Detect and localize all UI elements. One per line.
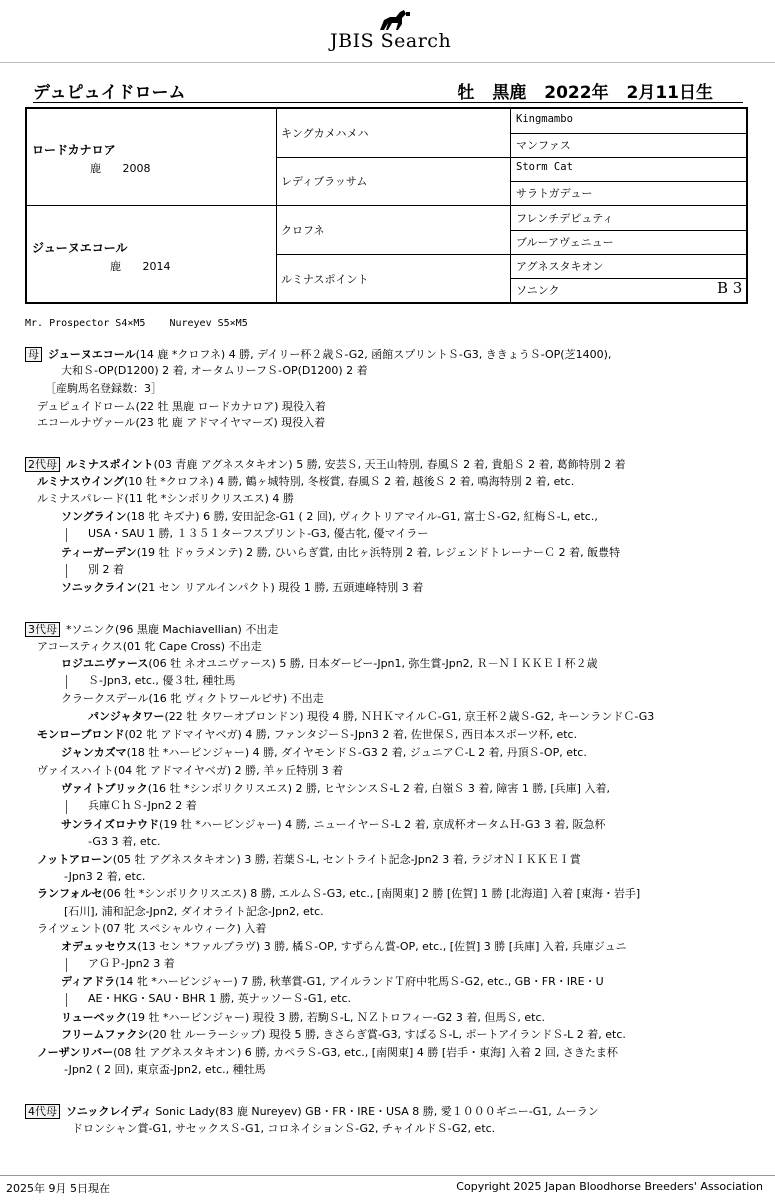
third-dam-tag: 3代母 [25, 622, 60, 637]
horse-profile [445, 78, 713, 103]
family-entry: ランフォルセ(06 牡 *シンボリクリスエス) 8 勝, エルムＳ-G3, etc., [南関東] 2 勝 [佐賀] 1 勝 [北海道] 入着 [東海・岩手] [37, 887, 641, 900]
pedigree-sss[interactable]: Kingmambo [516, 113, 573, 125]
family-entry: パンジャタワー(22 牡 タワーオブロンドン) 現役 4 勝, ＮＨＫマイルＣ-G1, 京王杯２歳Ｓ-G2, キーンランドＣ-G3 [88, 710, 655, 723]
second-dam-heading: 2代母 ルミナスポイント(03 青鹿 アグネスタキオン) 5 勝, 安芸Ｓ, 天王山特別, 春風Ｓ 2 着, 貴船Ｓ 2 着, 葛飾特別 2 着 [25, 457, 626, 473]
pedigree-dd[interactable]: ルミナスポイント [281, 273, 369, 286]
family-entry-cont: -Jpn3 2 着, etc. [64, 870, 146, 883]
family-entry[interactable]: ヴァイスハイト(04 牝 アドマイヤベガ) 2 勝, 羊ヶ丘特別 3 着 [37, 764, 344, 777]
pedigree-ssd[interactable]: マンファス [516, 139, 571, 152]
copyright: Copyright 2025 Japan Bloodhorse Breeders' Association [456, 1180, 763, 1193]
pedigree-sdd[interactable]: サラトガデュー [516, 187, 593, 200]
horse-sex: 牡 [457, 83, 475, 103]
third-dam-heading: 3代母 *ソニンク(96 黒鹿 Machiavellian) 不出走 [25, 622, 278, 638]
dam-year: 2014 [142, 260, 171, 273]
family-entry-cont: USA・SAU 1 勝, １３５１ターフスプリント-G3, 優古牝, 優マイラー [88, 527, 429, 540]
inbreeding-info [25, 318, 266, 329]
sire-name[interactable]: ロードカナロア [32, 143, 116, 157]
family-entry: ソングライン(18 牝 キズナ) 6 勝, 安田記念-G1 ( 2 回), ヴィクトリアマイル-G1, 富士Ｓ-G2, 紅梅Ｓ-L, etc., [61, 510, 598, 523]
pedigree-dsd[interactable]: ブルーアヴェニュー [516, 236, 614, 249]
family-entry: ルミナスウイング(10 牡 *クロフネ) 4 勝, 鶴ヶ城特別, 冬桜賞, 春風Ｓ 2 着, 越後Ｓ 2 着, 鳴海特別 2 着, etc. [37, 475, 575, 488]
second-dam-tag: 2代母 [25, 457, 60, 472]
dam-record-name[interactable]: ジューヌエコール [48, 348, 136, 361]
as-of-date: 2025年 9月 5日現在 [6, 1182, 110, 1195]
horse-logo-icon [376, 8, 412, 32]
family-entry: フリームファクシ(20 牡 ルーラーシップ) 現役 5 勝, きさらぎ賞-G3, すばるＳ-L, ポートアイランドＳ-L 2 着, etc. [61, 1028, 626, 1041]
inbreeding-item: Nureyev S5×M5 [169, 318, 248, 329]
pedigree-sd[interactable]: レディブラッサム [281, 175, 368, 188]
pedigree-sire [32, 141, 151, 176]
horse-birth-date: 2月11日生 [626, 83, 713, 103]
sire-year: 2008 [122, 162, 151, 175]
second-dam-name[interactable]: ルミナスポイント [66, 458, 154, 471]
family-entry: ディアドラ(14 牝 *ハービンジャー) 7 勝, 秋華賞-G1, アイルランドＴ府中牝馬Ｓ-G2, etc., GB・FR・IRE・U [61, 975, 604, 988]
progeny-item[interactable]: デュピュイドローム(22 牡 黒鹿 ロードカナロア) 現役入着 [37, 400, 326, 413]
family-entry: ヴァイトブリック(16 牡 *シンボリクリスエス) 2 勝, ヒヤシンスＳ-L 2 着, 白嶺Ｓ 3 着, 障害 1 勝, [兵庫] 入着, [61, 782, 610, 795]
family-entry: モンローブロンド(02 牝 アドマイヤベガ) 4 勝, ファンタジーＳ-Jpn3 2 着, 佐世保Ｓ, 西日本スポーツ杯, etc. [37, 728, 578, 741]
horse-name: デュピュイドローム [33, 83, 186, 103]
family-entry: ティーガーデン(19 牡 ドゥラメンテ) 2 勝, ひいらぎ賞, 由比ヶ浜特別 2 着, レジェンドトレーナーＣ 2 着, 飯豊特 [61, 546, 621, 559]
fourth-dam-heading: 4代母 ソニックレイディ Sonic Lady(83 鹿 Nureyev) GB・FR・IRE・USA 8 勝, 愛１０００ギニー-G1, ムーラン [25, 1104, 599, 1120]
family-entry[interactable]: ライツェント(07 牝 スペシャルウィーク) 入着 [37, 922, 267, 935]
family-entry[interactable]: クラークスデール(16 牝 ヴィクトワールピサ) 不出走 [61, 692, 324, 705]
pedigree-table [25, 107, 748, 304]
family-entry-cont: AE・HKG・SAU・BHR 1 勝, 英ナッソーＳ-G1, etc. [88, 992, 351, 1005]
fourth-dam-record-cont: ドロンシャン賞-G1, サセックスＳ-G1, コロネイションＳ-G2, チャイルドＳ-G2, etc. [72, 1122, 496, 1135]
dam-heading-line [25, 347, 611, 363]
dam-tag: 母 [25, 347, 42, 362]
pedigree-sds[interactable]: Storm Cat [516, 161, 573, 173]
pedigree-dam [32, 239, 171, 274]
family-entry-cont: -Jpn2 ( 2 回), 東京盃-Jpn2, etc., 種牡馬 [64, 1063, 266, 1076]
site-header [0, 0, 775, 63]
pedigree-dds[interactable]: アグネスタキオン [516, 260, 604, 273]
family-entry: ロジユニヴァース(06 牡 ネオユニヴァース) 5 勝, 日本ダービー-Jpn1, 弥生賞-Jpn2, Ｒ－ＮＩＫＫＥＩ杯２歳 [61, 657, 598, 670]
family-entry: ノーザンリバー(08 牡 アグネスタキオン) 6 勝, カペラＳ-G3, etc., [南関東] 4 勝 [岩手・東海] 入着 2 回, さきたま杯 [37, 1046, 618, 1059]
pedigree-ddd[interactable]: ソニンク [516, 284, 560, 297]
family-entry-cont: [石川], 浦和記念-Jpn2, ダイオライト記念-Jpn2, etc. [64, 905, 324, 918]
footer-divider [0, 1175, 775, 1176]
family-entry-cont: アＧＰ-Jpn2 3 着 [88, 957, 175, 970]
family-entry: ノットアローン(05 牡 アグネスタキオン) 3 勝, 若葉Ｓ-L, セントライト記念-Jpn2 3 着, ラジオＮＩＫＫＥＩ賞 [37, 853, 581, 866]
family-entry[interactable]: ルミナスパレード(11 牝 *シンボリクリスエス) 4 勝 [37, 492, 294, 505]
logo-text: JBIS Search [330, 30, 452, 52]
horse-birth-year: 2022年 [544, 83, 609, 103]
dam-record: (14 鹿 *クロフネ) 4 勝, デイリー杯２歳Ｓ-G2, 函館スプリントＳ-G3, ききょうＳ-OP(芝1400), [135, 348, 612, 361]
family-entry: ソニックライン(21 セン リアルインパクト) 現役 1 勝, 五頭連峰特別 3 着 [61, 581, 424, 594]
jbis-logo[interactable] [330, 8, 460, 54]
dam-color: 鹿 [110, 260, 121, 273]
pedigree-ss[interactable]: キングカメハメハ [281, 127, 369, 140]
family-entry-cont: 兵庫ＣｈＳ-Jpn2 2 着 [88, 799, 197, 812]
dam-name[interactable]: ジューヌエコール [32, 241, 128, 255]
horse-color: 黒鹿 [492, 83, 527, 103]
family-entry-cont: -G3 3 着, etc. [88, 835, 161, 848]
horse-title-row [33, 78, 743, 103]
family-entry-cont: Ｓ-Jpn3, etc., 優３牡, 種牡馬 [88, 674, 236, 687]
dam-record-cont: 大和Ｓ-OP(D1200) 2 着, オータムリーフＳ-OP(D1200) 2 着 [61, 364, 368, 377]
fourth-dam-tag: 4代母 [25, 1104, 60, 1119]
family-entry: サンライズロナウド(19 牡 *ハービンジャー) 4 勝, ニューイヤーＳ-L 2 着, 京成杯オータムＨ-G3 3 着, 阪急杯 [61, 818, 606, 831]
family-number: B 3 [717, 279, 743, 297]
family-entry: ジャンカズマ(18 牡 *ハービンジャー) 4 勝, ダイヤモンドＳ-G3 2 着, ジュニアＣ-L 2 着, 丹頂Ｓ-OP, etc. [61, 746, 587, 759]
family-entry: オデュッセウス(13 セン *ファルブラヴ) 3 勝, 橘Ｓ-OP, すずらん賞-OP, etc., [佐賀] 3 勝 [兵庫] 入着, 兵庫ジュニ [61, 940, 627, 953]
sire-color: 鹿 [90, 162, 101, 175]
inbreeding-item: Mr. Prospector S4×M5 [25, 318, 146, 329]
family-entry-cont: 別 2 着 [88, 563, 124, 576]
family-entry[interactable]: アコースティクス(01 牝 Cape Cross) 不出走 [37, 640, 262, 653]
progeny-count: ［産駒馬名登録数：3］ [45, 382, 162, 395]
progeny-item[interactable]: エコールナヴァール(23 牝 鹿 アドマイヤマーズ) 現役入着 [37, 416, 326, 429]
pedigree-ds[interactable]: クロフネ [281, 224, 325, 237]
pedigree-dss[interactable]: フレンチデピュティ [516, 212, 614, 225]
family-entry: リューベック(19 牡 *ハービンジャー) 現役 3 勝, 若駒Ｓ-L, ＮＺトロフィー-G2 3 着, 但馬Ｓ, etc. [61, 1011, 546, 1024]
